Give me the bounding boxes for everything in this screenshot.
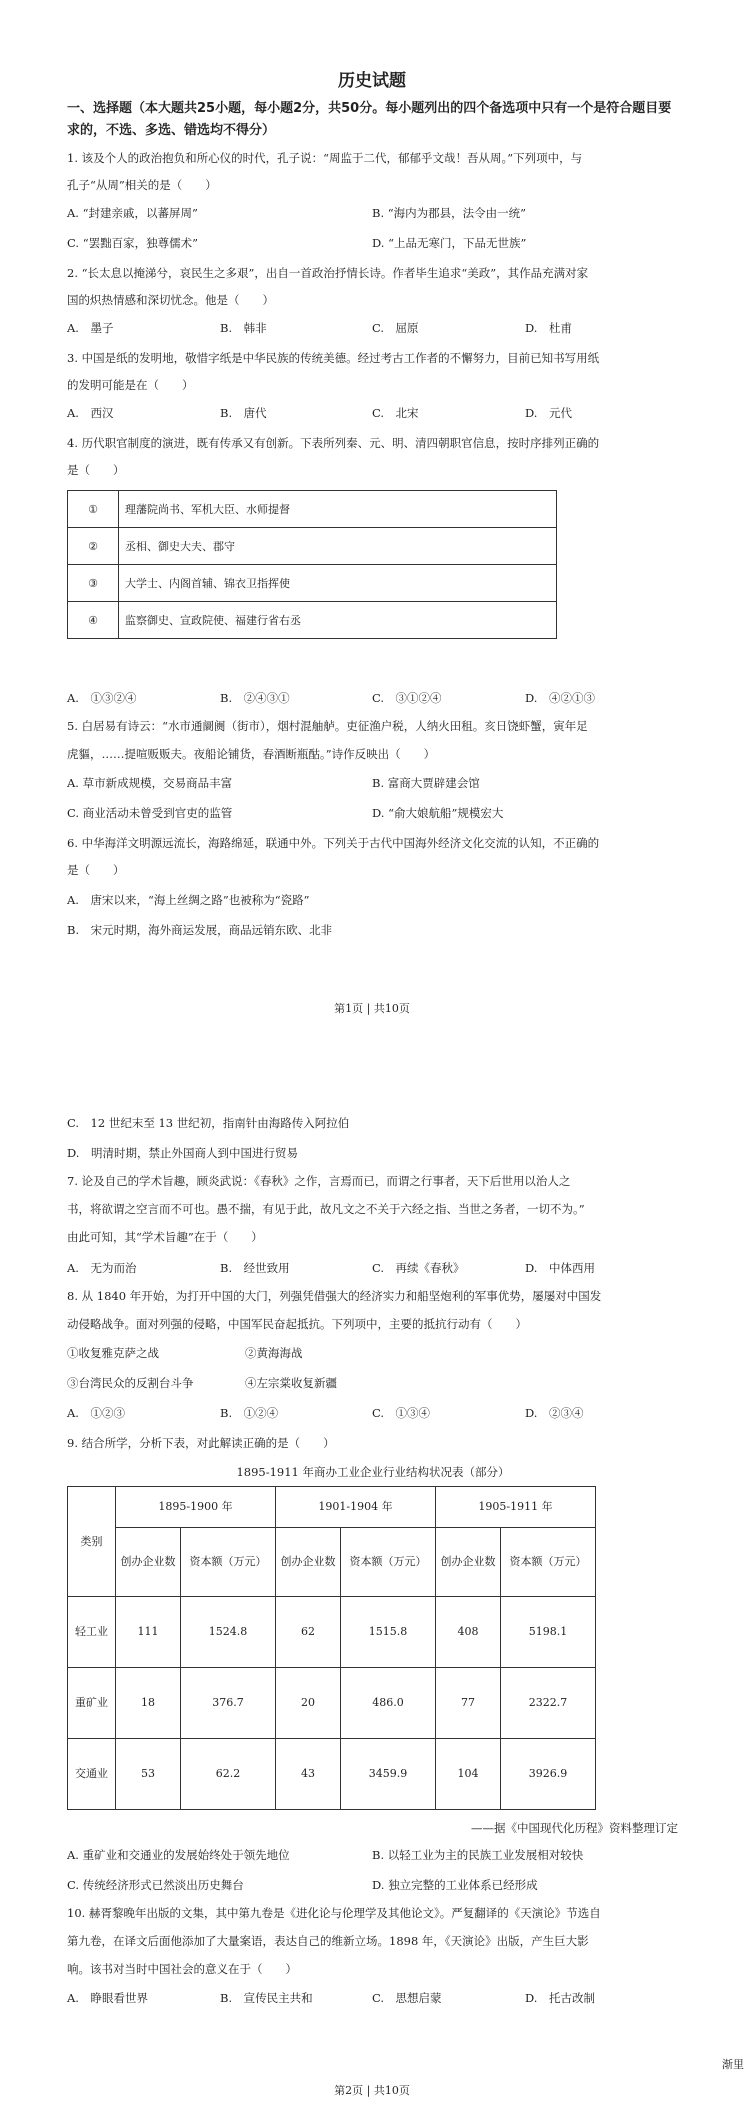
- q1-option-d[interactable]: D. “上品无寒门，下品无世族”: [372, 236, 527, 250]
- q4-row-text: 理藩院尚书、军机大臣、水师提督: [119, 491, 557, 528]
- q5-option-b[interactable]: B. 富商大贾辟建会馆: [372, 776, 480, 790]
- q4-option-c[interactable]: C. ③①②④: [372, 691, 442, 705]
- q2-option-c[interactable]: C. 屈原: [372, 321, 419, 335]
- q9-table-source: ——据《中国现代化历程》资料整理订定: [471, 1821, 678, 1835]
- q1-option-b[interactable]: B. “海内为郡县，法令由一统”: [372, 206, 527, 220]
- q9-table: [67, 1486, 596, 1810]
- q4-row-text: 丞相、御史大夫、郡守: [119, 528, 557, 565]
- q2-option-d[interactable]: D. 杜甫: [525, 321, 572, 335]
- q7-option-a[interactable]: A. 无为而治: [67, 1261, 137, 1275]
- row-category: 轻工业: [68, 1597, 116, 1668]
- q6-stem-1: 6. 中华海洋文明源远流长，海路绵延，联通中外。下列关于古代中国海外经济文化交流的认知，不正确的: [67, 836, 600, 850]
- cell-value: 3926.9: [501, 1739, 596, 1810]
- cell-value: 3459.9: [341, 1739, 436, 1810]
- q7-stem-1: 7. 论及自己的学术旨趣，顾炎武说：《春秋》之作，言焉而已，而谓之行事者，天下后世用以治人之: [67, 1174, 571, 1188]
- header-period-2: 1901-1904 年: [276, 1487, 436, 1528]
- table-row: [68, 528, 557, 565]
- subheader-count: 创办企业数: [276, 1528, 341, 1597]
- subheader-count: 创办企业数: [436, 1528, 501, 1597]
- q10-option-c[interactable]: C. 思想启蒙: [372, 1991, 442, 2005]
- q1-stem-1: 1. 该及个人的政治抱负和所心仪的时代，孔子说：“周监于二代，郁郁乎文哉！吾从周。”下列项中，与: [67, 151, 583, 165]
- q8-option-c[interactable]: C. ①③④: [372, 1406, 431, 1420]
- q8-option-b[interactable]: B. ①②④: [220, 1406, 279, 1420]
- q9-option-d[interactable]: D. 独立完整的工业体系已经形成: [372, 1878, 538, 1892]
- q5-stem-1: 5. 白居易有诗云：“水市通阛阓（街市），烟村混舳舻。吏征渔户税，人纳火田租。亥日饶虾蟹，寅年足: [67, 719, 588, 733]
- q4-row-num: ①: [68, 491, 119, 528]
- q8-stem-1: 8. 从 1840 年开始，为打开中国的大门，列强凭借强大的经济实力和船坚炮利的军事优势，屡屡对中国发: [67, 1289, 602, 1303]
- q4-row-text: 大学士、内阁首辅、锦衣卫指挥使: [119, 565, 557, 602]
- header-period-3: 1905-1911 年: [436, 1487, 596, 1528]
- q7-option-d[interactable]: D. 中体西用: [525, 1261, 595, 1275]
- row-category: 交通业: [68, 1739, 116, 1810]
- q9-table-caption: 1895-1911 年商办工业企业行业结构状况表（部分）: [236, 1465, 510, 1479]
- q4-table: [67, 490, 557, 639]
- table-row: [68, 1739, 596, 1810]
- q10-stem-1: 10. 赫胥黎晚年出版的文集，其中第九卷是《进化论与伦理学及其他论文》。严复翻译的《天演论》节选自: [67, 1906, 601, 1920]
- q4-row-num: ④: [68, 602, 119, 639]
- cell-value: 1515.8: [341, 1597, 436, 1668]
- q5-option-c[interactable]: C. 商业活动未曾受到官吏的监管: [67, 806, 233, 820]
- q3-stem-1: 3. 中国是纸的发明地，敬惜字纸是中华民族的传统美德。经过考古工作者的不懈努力，目前已知书写用纸: [67, 351, 600, 365]
- page-2-footer: 第2页 | 共10页: [334, 2084, 410, 2097]
- subheader-count: 创办企业数: [116, 1528, 181, 1597]
- subheader-capital: 资本额（万元）: [341, 1528, 436, 1597]
- cell-value: 5198.1: [501, 1597, 596, 1668]
- table-row: [68, 1668, 596, 1739]
- corner-watermark: 渐里: [722, 2058, 744, 2071]
- q6-option-a[interactable]: A. 唐宋以来，“海上丝绸之路”也被称为“瓷路”: [67, 893, 310, 907]
- header-category: 类别: [68, 1487, 116, 1597]
- table-row: [68, 491, 557, 528]
- q10-option-d[interactable]: D. 托古改制: [525, 1991, 595, 2005]
- table-row: [68, 565, 557, 602]
- q1-stem-2: 孔子“从周”相关的是（ ）: [67, 178, 217, 192]
- q4-row-text: 监察御史、宣政院使、福建行省右丞: [119, 602, 557, 639]
- q4-option-a[interactable]: A. ①③②④: [67, 691, 137, 705]
- cell-value: 376.7: [181, 1668, 276, 1739]
- q4-option-d[interactable]: D. ④②①③: [525, 691, 595, 705]
- cell-value: 1524.8: [181, 1597, 276, 1668]
- q8-item-2: ②黄海海战: [245, 1346, 303, 1360]
- q6-option-d[interactable]: D. 明清时期，禁止外国商人到中国进行贸易: [67, 1146, 298, 1160]
- q8-item-3: ③台湾民众的反割台斗争: [67, 1376, 194, 1390]
- q8-option-a[interactable]: A. ①②③: [67, 1406, 125, 1420]
- q9-option-c[interactable]: C. 传统经济形式已然淡出历史舞台: [67, 1878, 244, 1892]
- q4-row-num: ③: [68, 565, 119, 602]
- q6-stem-2: 是（ ）: [67, 863, 125, 877]
- q7-option-b[interactable]: B. 经世致用: [220, 1261, 290, 1275]
- q7-stem-3: 由此可知，其“学术旨趣”在于（ ）: [67, 1230, 263, 1244]
- q6-option-b[interactable]: B. 宋元时期，海外商运发展，商品远销东欧、北非: [67, 923, 333, 937]
- table-row: [68, 1597, 596, 1668]
- cell-value: 111: [116, 1597, 181, 1668]
- cell-value: 43: [276, 1739, 341, 1810]
- q2-option-a[interactable]: A. 墨子: [67, 321, 114, 335]
- q9-stem-1: 9. 结合所学，分析下表，对此解读正确的是（ ）: [67, 1436, 335, 1450]
- q8-option-d[interactable]: D. ②③④: [525, 1406, 584, 1420]
- q9-option-a[interactable]: A. 重矿业和交通业的发展始终处于领先地位: [67, 1848, 290, 1862]
- page-2: [0, 1060, 744, 2104]
- cell-value: 53: [116, 1739, 181, 1810]
- table-header-row: [68, 1487, 596, 1528]
- q8-item-1: ①收复雅克萨之战: [67, 1346, 159, 1360]
- q5-option-a[interactable]: A. 草市新成规模，交易商品丰富: [67, 776, 233, 790]
- table-row: [68, 602, 557, 639]
- q2-option-b[interactable]: B. 韩非: [220, 321, 267, 335]
- page-1-footer: 第1页 | 共10页: [334, 1002, 410, 1015]
- q1-option-a[interactable]: A. “封建亲戚，以蕃屏周”: [67, 206, 198, 220]
- q10-stem-3: 响。该书对当时中国社会的意义在于（ ）: [67, 1962, 297, 1976]
- q10-stem-2: 第九卷，在译文后面他添加了大量案语，表达自己的维新立场。1898 年，《天演论》出版，产生巨大影: [67, 1934, 589, 1948]
- header-period-1: 1895-1900 年: [116, 1487, 276, 1528]
- cell-value: 20: [276, 1668, 341, 1739]
- q2-stem-2: 国的炽热情感和深切忧念。他是（ ）: [67, 293, 274, 307]
- q3-stem-2: 的发明可能是在（ ）: [67, 378, 194, 392]
- subheader-capital: 资本额（万元）: [181, 1528, 276, 1597]
- q3-option-b[interactable]: B. 唐代: [220, 406, 267, 420]
- cell-value: 2322.7: [501, 1668, 596, 1739]
- subheader-capital: 资本额（万元）: [501, 1528, 596, 1597]
- q10-option-a[interactable]: A. 睁眼看世界: [67, 1991, 148, 2005]
- q9-option-b[interactable]: B. 以轻工业为主的民族工业发展相对较快: [372, 1848, 584, 1862]
- q7-stem-2: 书，将欲谓之空言而不可也。愚不揣，有见于此，故凡文之不关于六经之指、当世之务者，一切不为。”: [67, 1202, 585, 1216]
- cell-value: 486.0: [341, 1668, 436, 1739]
- cell-value: 62.2: [181, 1739, 276, 1810]
- q10-option-b[interactable]: B. 宣传民主共和: [220, 1991, 313, 2005]
- q4-stem-2: 是（ ）: [67, 463, 125, 477]
- q5-option-d[interactable]: D. “俞大娘航船”规模宏大: [372, 806, 504, 820]
- q2-stem-1: 2. “长太息以掩涕兮，哀民生之多艰”，出自一首政治抒情长诗。作者毕生追求“美政”，其作品充满对家: [67, 266, 589, 280]
- section-heading: 一、选择题（本大题共25小题，每小题2分，共50分。每小题列出的四个备选项中只有一个是符合题目要求的，不选、多选、错选均不得分）: [67, 101, 672, 138]
- cell-value: 77: [436, 1668, 501, 1739]
- q3-option-d[interactable]: D. 元代: [525, 406, 572, 420]
- q4-option-b[interactable]: B. ②④③①: [220, 691, 290, 705]
- cell-value: 104: [436, 1739, 501, 1810]
- row-category: 重矿业: [68, 1668, 116, 1739]
- exam-title: 历史试题: [338, 71, 406, 91]
- q6-option-c[interactable]: C. 12 世纪末至 13 世纪初，指南针由海路传入阿拉伯: [67, 1116, 350, 1130]
- cell-value: 408: [436, 1597, 501, 1668]
- q4-row-num: ②: [68, 528, 119, 565]
- q7-option-c[interactable]: C. 再续《春秋》: [372, 1261, 465, 1275]
- q8-item-4: ④左宗棠收复新疆: [245, 1376, 337, 1390]
- q1-option-c[interactable]: C. “罢黜百家，独尊儒术”: [67, 236, 198, 250]
- q3-option-c[interactable]: C. 北宋: [372, 406, 419, 420]
- q3-option-a[interactable]: A. 西汉: [67, 406, 114, 420]
- q5-stem-2: 虎貙，……提喧贩贩夫。夜船论铺货，春酒断瓶酤。”诗作反映出（ ）: [67, 747, 436, 761]
- q4-stem-1: 4. 历代职官制度的演进，既有传承又有创新。下表所列秦、元、明、清四朝职官信息，按时序排列正确的: [67, 436, 600, 450]
- table-subheader-row: [68, 1528, 596, 1597]
- cell-value: 18: [116, 1668, 181, 1739]
- cell-value: 62: [276, 1597, 341, 1668]
- q8-stem-2: 动侵略战争。面对列强的侵略，中国军民奋起抵抗。下列项中，主要的抵抗行动有（ ）: [67, 1317, 527, 1331]
